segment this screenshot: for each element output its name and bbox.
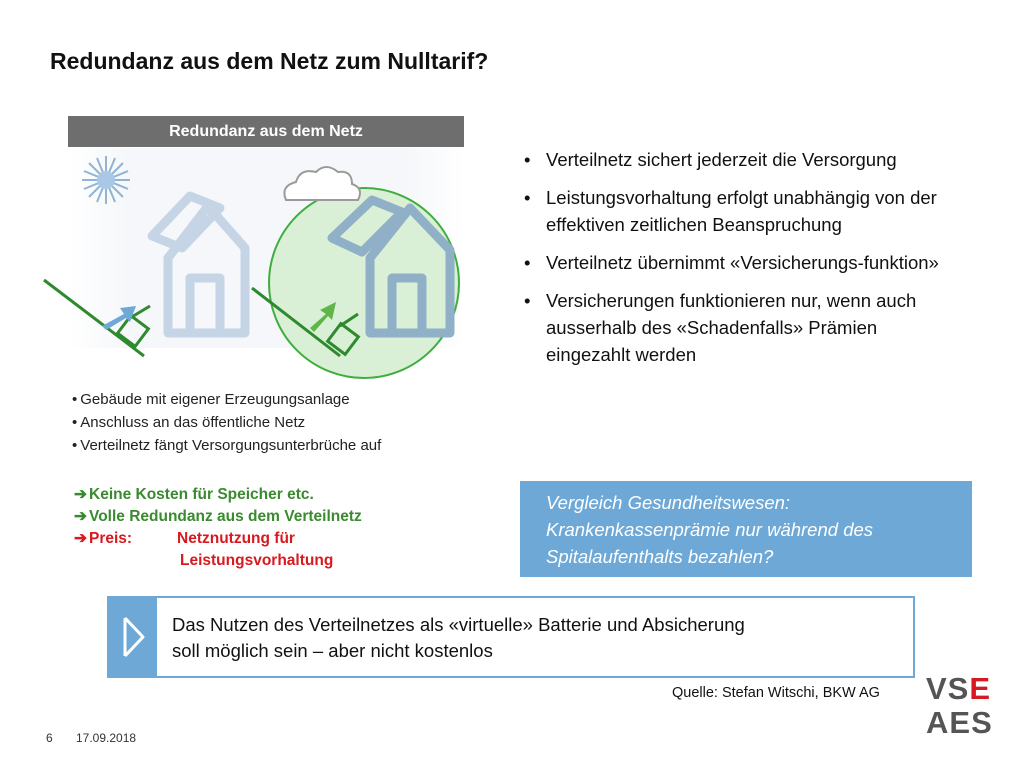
right-bullet: • Verteilnetz übernimmt «Versicherungs-funktion» <box>520 249 960 276</box>
slide-title: Redundanz aus dem Netz zum Nulltarif? <box>50 48 489 74</box>
panel-header: Redundanz aus dem Netz <box>68 116 464 147</box>
conclusion-item: ➔ Keine Kosten für Speicher etc. <box>74 484 362 506</box>
price-item <box>74 528 362 550</box>
comparison-box <box>520 481 972 577</box>
arrow-right-icon: ➔ <box>74 486 87 503</box>
price-line-2: Leistungsvorhaltung <box>180 552 334 569</box>
right-bullet: • Versicherungen funktionieren nur, wenn auch ausserhalb des «Schadenfalls» Prämien eingezahlt werden <box>520 287 960 368</box>
price-line-1: Netznutzung für <box>177 530 295 547</box>
price-label: Preis: <box>89 530 133 547</box>
comparison-line-2: Krankenkassenprämie nur während des <box>546 519 874 540</box>
right-bullet-list <box>520 146 960 379</box>
key-message-text: Das Nutzen des Verteilnetzes als «virtuelle» Batterie und Absicherung soll möglich sein – aber nicht kostenlos <box>172 614 745 661</box>
right-bullet: • Leistungsvorhaltung erfolgt unabhängig von der effektiven zeitlichen Beanspruchung <box>520 184 960 238</box>
panel-bullet: • Gebäude mit eigener Erzeugungsanlage <box>72 388 492 411</box>
arrow-right-icon: ➔ <box>74 530 87 547</box>
footer-date: 17.09.2018 <box>76 731 137 745</box>
house-illustration <box>40 148 480 383</box>
grid-circle <box>269 188 459 378</box>
chevron-panel <box>109 598 157 676</box>
comparison-line-1: Vergleich Gesundheitswesen: <box>546 492 791 513</box>
panel-bullet: • Verteilnetz fängt Versorgungsunterbrüche auf <box>72 434 492 457</box>
page-number: 6 <box>46 731 53 745</box>
source-note: Quelle: Stefan Witschi, BKW AG <box>672 685 880 701</box>
panel-bullet: • Anschluss an das öffentliche Netz <box>72 411 492 434</box>
conclusion-item: ➔ Volle Redundanz aus dem Verteilnetz <box>74 506 362 528</box>
chevron-right-icon <box>109 598 157 676</box>
comparison-line-3: Spitalaufenthalts bezahlen? <box>546 546 774 567</box>
panel-bullet-list <box>72 388 492 457</box>
right-bullet: • Verteilnetz sichert jederzeit die Versorgung <box>520 146 960 173</box>
arrow-right-icon: ➔ <box>74 508 87 525</box>
key-message-box <box>107 596 915 678</box>
vse-aes-logo: VS E AE S <box>926 671 993 740</box>
price-item-continued <box>74 550 362 572</box>
conclusion-list <box>74 484 362 572</box>
